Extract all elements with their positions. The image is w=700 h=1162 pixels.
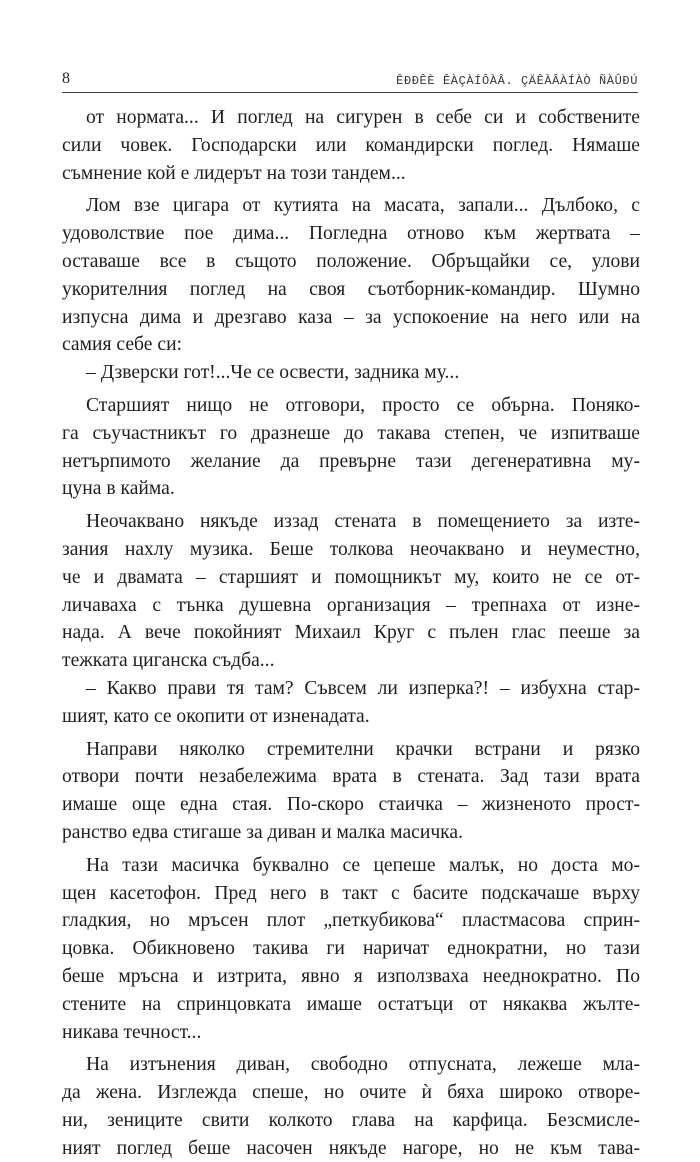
text-line: беше мръсна и изтрита, явно я използваха нееднократно. По — [62, 965, 640, 987]
text-line: щен касетофон. Пред него в такт с басите подскачаше върху — [62, 882, 640, 904]
text-line: личаваха с тънка душевна организация – трепнаха от изне- — [62, 594, 640, 616]
paragraph — [62, 736, 640, 847]
text-line: изпусна дима и дрезгаво каза – за успокоение на него или на — [62, 306, 640, 328]
text-line: цуна в кайма. — [62, 478, 175, 500]
text-line: да жена. Изглежда спеше, но очите ѝ бяха широко отворе- — [62, 1082, 640, 1104]
text-line: нетърпимото желание да превърне тази дегенеративна му- — [62, 450, 640, 472]
text-line: На изтънения диван, свободно отпусната, лежеше мла- — [86, 1054, 640, 1076]
paragraph — [62, 675, 640, 731]
text-line: удоволствие пое дима... Погледна отново към жертвата – — [62, 223, 640, 245]
text-line: гладкия, но мръсен плот „петкубикова“ пластмасова сприн- — [62, 910, 640, 932]
text-line: Старшият нищо не отговори, просто се обърна. Поняко- — [86, 394, 640, 416]
paragraph — [62, 192, 640, 359]
text-line: стените на спринцовката имаше остатъци от някаква жълте- — [62, 993, 640, 1015]
text-line: цовка. Обикновено такива ги наричат еднократни, но тази — [62, 938, 640, 960]
text-line: Лом взе цигара от кутията на масата, запали... Дълбоко, с — [86, 195, 640, 217]
text-line: – Какво прави тя там? Съвсем ли изперка?! – избухна стар- — [86, 677, 640, 699]
paragraph — [62, 392, 640, 503]
text-line: имаше още една стая. По-скоро стаичка – жизненото прост- — [62, 794, 640, 816]
text-line: укорителния поглед на своя съотборник-командир. Шумно — [62, 278, 640, 300]
text-line: съмнение кой е лидерът на този тандем... — [62, 162, 406, 184]
text-line: самия себе си: — [62, 334, 182, 356]
text-line: зания нахлу музика. Беше толкова неочаквано и неуместно, — [62, 538, 640, 560]
paragraph — [62, 508, 640, 675]
text-line: нада. А вече покойният Михаил Круг с пълен глас пееше за — [62, 622, 640, 644]
text-line: от нормата... И поглед на сигурен в себе си и собствените — [86, 107, 640, 128]
page-header — [62, 66, 638, 88]
text-line: ранство едва стигаше за диван и малка масичка. — [62, 821, 464, 843]
paragraph — [62, 359, 640, 387]
text-line: – Дзверски гот!...Че се освести, задника му... — [86, 362, 460, 384]
text-line: ният поглед беше насочен някъде нагоре, но не към тава- — [62, 1137, 640, 1159]
text-line: На тази масичка буквално се цепеше малък, но доста мо- — [86, 854, 640, 876]
body-text — [62, 104, 640, 1162]
paragraph — [62, 1051, 640, 1162]
text-line: оставаше все в същото положение. Обръщайки се, улови — [62, 250, 640, 272]
page-number: 8 — [62, 70, 70, 87]
running-head: ÊÐÐÊÈ ÊÀÇÀÍÔÀÂ. ÇÄÊÀÂÀÍÀÒ ÑÀÛÐÚ — [396, 74, 638, 88]
text-line: че и двамата – старшият и помощникът му, които не се от- — [62, 566, 640, 588]
text-line: ни, зениците свити колкото глава на карфица. Безсмисле- — [62, 1109, 640, 1131]
text-line: га съучастникът го дразнеше до такава степен, че изпитваше — [62, 422, 640, 444]
paragraph — [62, 104, 640, 187]
paragraph — [62, 852, 640, 1047]
text-line: Направи няколко стремителни крачки встрани и рязко — [86, 738, 640, 760]
text-line: шият, като се окопити от изненадата. — [62, 705, 370, 727]
text-line: тежката циганска съдба... — [62, 650, 275, 672]
text-line: никава течност... — [62, 1021, 202, 1043]
text-line: Неочаквано някъде иззад стената в помещението за изте- — [86, 511, 640, 533]
text-line: отвори почти незабележима врата в стената. Зад тази врата — [62, 766, 640, 788]
header-rule — [62, 92, 638, 93]
text-line: сили човек. Господарски или командирски поглед. Нямаше — [62, 134, 640, 156]
